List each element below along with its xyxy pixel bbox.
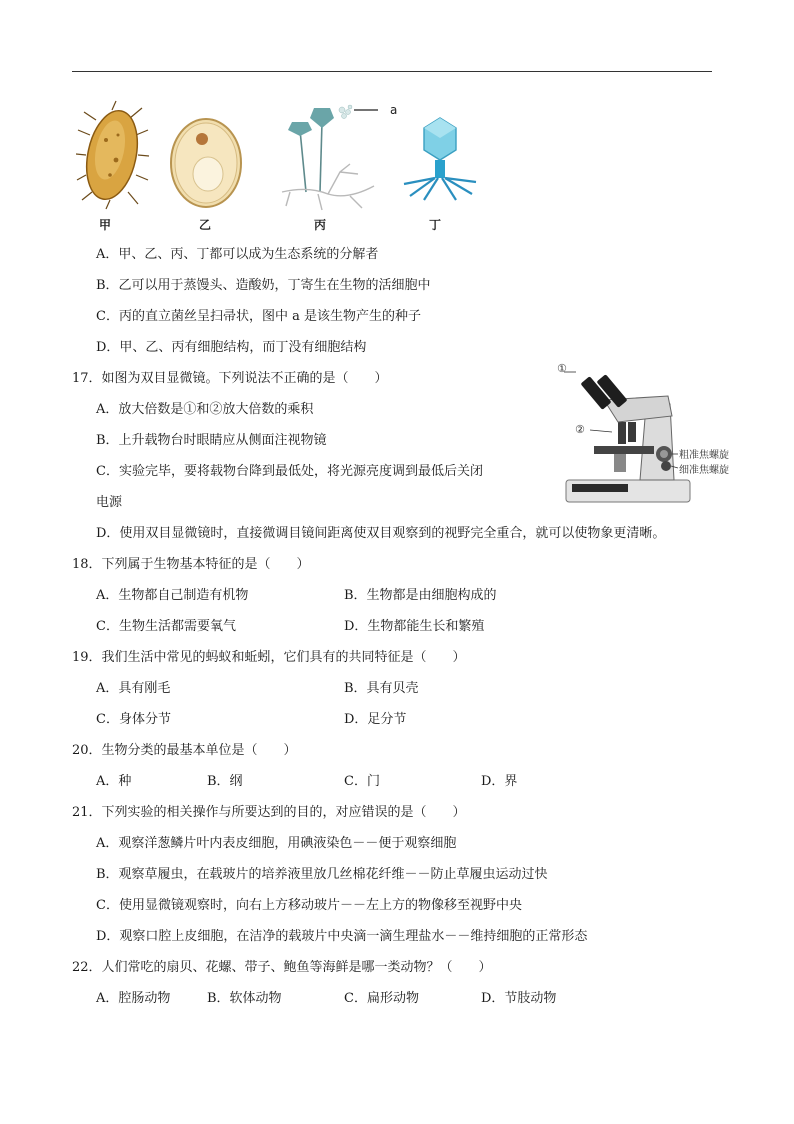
microscope-label-coarse: 粗准焦螺旋	[679, 450, 729, 461]
q20-option-b: B．纲	[207, 774, 243, 789]
q16-option-d: D．甲、乙、丙有细胞结构，而丁没有细胞结构	[96, 340, 367, 355]
q16-option-a: A．甲、乙、丙、丁都可以成为生态系统的分解者	[96, 247, 379, 262]
q20-option-c: C．门	[344, 774, 380, 789]
q18-stem: 18．下列属于生物基本特征的是（ ）	[72, 557, 310, 572]
q17-option-b: B．上升载物台时眼睛应从侧面注视物镜	[96, 433, 327, 448]
yeast-cell-figure	[168, 116, 244, 210]
q17-option-d: D．使用双目显微镜时，直接微调目镜间距离使双目观察到的视野完全重合，就可以使物象更清晰。	[96, 526, 666, 541]
q20-option-a: A．种	[96, 774, 132, 789]
q19-option-a: A．具有刚毛	[96, 681, 171, 696]
q21-option-d: D．观察口腔上皮细胞，在洁净的载玻片中央滴一滴生理盐水－－维持细胞的正常形态	[96, 929, 588, 944]
penicillium-figure	[278, 100, 378, 214]
q16-option-b: B．乙可以用于蒸馒头、造酸奶，丁寄生在生物的活细胞中	[96, 278, 431, 293]
q21-option-a: A．观察洋葱鳞片叶内表皮细胞，用碘液染色－－便于观察细胞	[96, 836, 457, 851]
q21-option-c: C．使用显微镜观察时，向右上方移动玻片－－左上方的物像移至视野中央	[96, 898, 522, 913]
q17-option-a: A．放大倍数是①和②放大倍数的乘积	[96, 402, 314, 417]
q19-stem: 19．我们生活中常见的蚂蚁和蚯蚓，它们具有的共同特征是（ ）	[72, 650, 466, 665]
q22-option-d: D．节肢动物	[481, 991, 557, 1006]
figure-label-ding: 丁	[429, 218, 442, 232]
microscope-label-1: ①	[557, 362, 567, 375]
bacterium-figure	[76, 100, 150, 210]
q22-option-a: A．腔肠动物	[96, 991, 171, 1006]
q18-option-c: C．生物生活都需要氧气	[96, 619, 236, 634]
q19-option-d: D．足分节	[344, 712, 407, 727]
q18-option-a: A．生物都自己制造有机物	[96, 588, 249, 603]
q20-option-d: D．界	[481, 774, 518, 789]
bacteriophage-figure	[402, 114, 478, 202]
figure-label-yi: 乙	[199, 218, 212, 232]
q17-option-c: C．实验完毕，要将载物台降到最低处，将光源亮度调到最低后关闭	[96, 464, 483, 479]
header-rule	[72, 71, 712, 72]
q21-stem: 21．下列实验的相关操作与所要达到的目的，对应错误的是（ ）	[72, 805, 466, 820]
figure-label-jia: 甲	[99, 218, 112, 232]
q16-option-c: C．丙的直立菌丝呈扫帚状，图中 a 是该生物产生的种子	[96, 309, 421, 324]
figure-a-label: a	[390, 103, 398, 117]
q19-option-b: B．具有贝壳	[344, 681, 419, 696]
figure-label-bing: 丙	[314, 218, 327, 232]
q19-option-c: C．身体分节	[96, 712, 171, 727]
q18-option-b: B．生物都是由细胞构成的	[344, 588, 497, 603]
q22-option-b: B．软体动物	[207, 991, 282, 1006]
q22-option-c: C．扁形动物	[344, 991, 419, 1006]
q17-stem: 17．如图为双目显微镜。下列说法不正确的是（ ）	[72, 371, 388, 386]
q20-stem: 20．生物分类的最基本单位是（ ）	[72, 743, 297, 758]
q22-stem: 22．人们常吃的扇贝、花螺、带子、鲍鱼等海鲜是哪一类动物？（ ）	[72, 960, 492, 975]
microscope-figure	[560, 360, 710, 512]
q18-option-d: D．生物都能生长和繁殖	[344, 619, 485, 634]
microscope-label-fine: 细准焦螺旋	[679, 465, 729, 476]
q21-option-b: B．观察草履虫，在载玻片的培养液里放几丝棉花纤维－－防止草履虫运动过快	[96, 867, 548, 882]
microscope-label-2: ②	[575, 423, 585, 436]
q17-option-c-continued: 电源	[96, 495, 123, 510]
